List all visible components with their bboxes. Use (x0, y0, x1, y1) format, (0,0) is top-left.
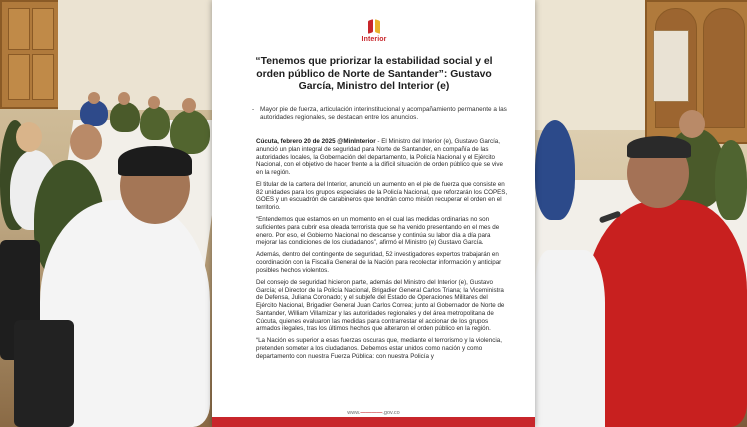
paragraph-6: “La Nación es superior a esas fuerzas oscuras que, mediante el terrorismo y la violencia, pretenden someter a los ciudadanos. Debemos estar unidos como nación y como departamento con nuestra Fuerza Pública: con nuestra Policía y (256, 337, 502, 360)
paragraph-3: “Entendemos que estamos en un momento en el cual las medidas ordinarias no son suficientes para cubrir esa oleada terrorista que se ha venido presentando en el mes de enero. Por eso, el Gobierno Nacional no descanse y continúa su labor día a día para mejorar las condiciones de los ciudadanos”, afirmó el Ministro (e) Gustavo García. (256, 216, 500, 247)
background-photo-right (535, 0, 747, 427)
ministry-emblem-icon (367, 20, 381, 34)
document-body (256, 138, 508, 365)
summary-bullet (252, 106, 510, 122)
document-title: “Tenemos que priorizar la estabilidad social y el orden público de Norte de Santander”: Gustavo García, Ministro del Interior (e) (255, 56, 493, 93)
footer-bar (212, 417, 535, 427)
dateline: Cúcuta, febrero 20 de 2025 @MinInterior (256, 138, 376, 145)
paragraph-2: El titular de la cartera del Interior, anunció un aumento en el pie de fuerza que consiste en 82 unidades para los grupos especiales de la Policía Nacional, que reforzarán los COPES, GOES y un escuadrón de carabineros que tendrán como misión recuperar el orden en el territorio. (256, 180, 508, 212)
summary-bullet-text: Mayor pie de fuerza, articulación interinstitucional y acompañamiento permanente a las autoridades regionales, se destacan entre los anuncios. (260, 106, 507, 122)
footer-url: www.————.gov.co (347, 410, 400, 416)
ministry-logo (360, 20, 388, 50)
paragraph-5: Del consejo de seguridad hicieron parte, además del Ministro del Interior (e), Gustavo García; el Director de la Policía Nacional, Brigadier General Carlos Triana; la Viceministra de Defensa, Juliana Coronado; y el subjefe del Estado de Operaciones Militares del Ejército Nacional, Brigadier General Juan Carlos Correa; junto al Gobernador de Norte de Santander, William Villamizar y las autoridades regionales y del área metropolitana de Cúcuta, quienes evaluaron las medidas para contrarrestar el accionar de los grupos armados ilegales, tras los últimos hechos que alteraron el orden público en la región. (256, 278, 505, 333)
logo-text: Interior (361, 36, 387, 43)
wooden-door-left (0, 0, 62, 109)
bullet-dash: - (252, 106, 255, 113)
press-release-document (212, 0, 535, 427)
person-red-shirt (585, 200, 747, 427)
paragraph-1: Cúcuta, febrero 20 de 2025 @MinInterior - El Ministro del Interior (e), Gustavo García, anunció un plan integral de seguridad para Norte de Santander, en compañía de las autoridades locales, la Gobernación del departamento, la Policía Nacional y el Ejército Nacional, con el objetivo de hacer frente a la difícil situación de orden público que se vive en la región. (256, 138, 504, 176)
background-photo-left (0, 0, 212, 427)
paragraph-4: Además, dentro del contingente de seguridad, 52 investigadores expertos trabajarán en coordinación con la Fiscalía General de la Nación para recolectar información y anticipar posibles hechos violentos. (256, 251, 502, 274)
